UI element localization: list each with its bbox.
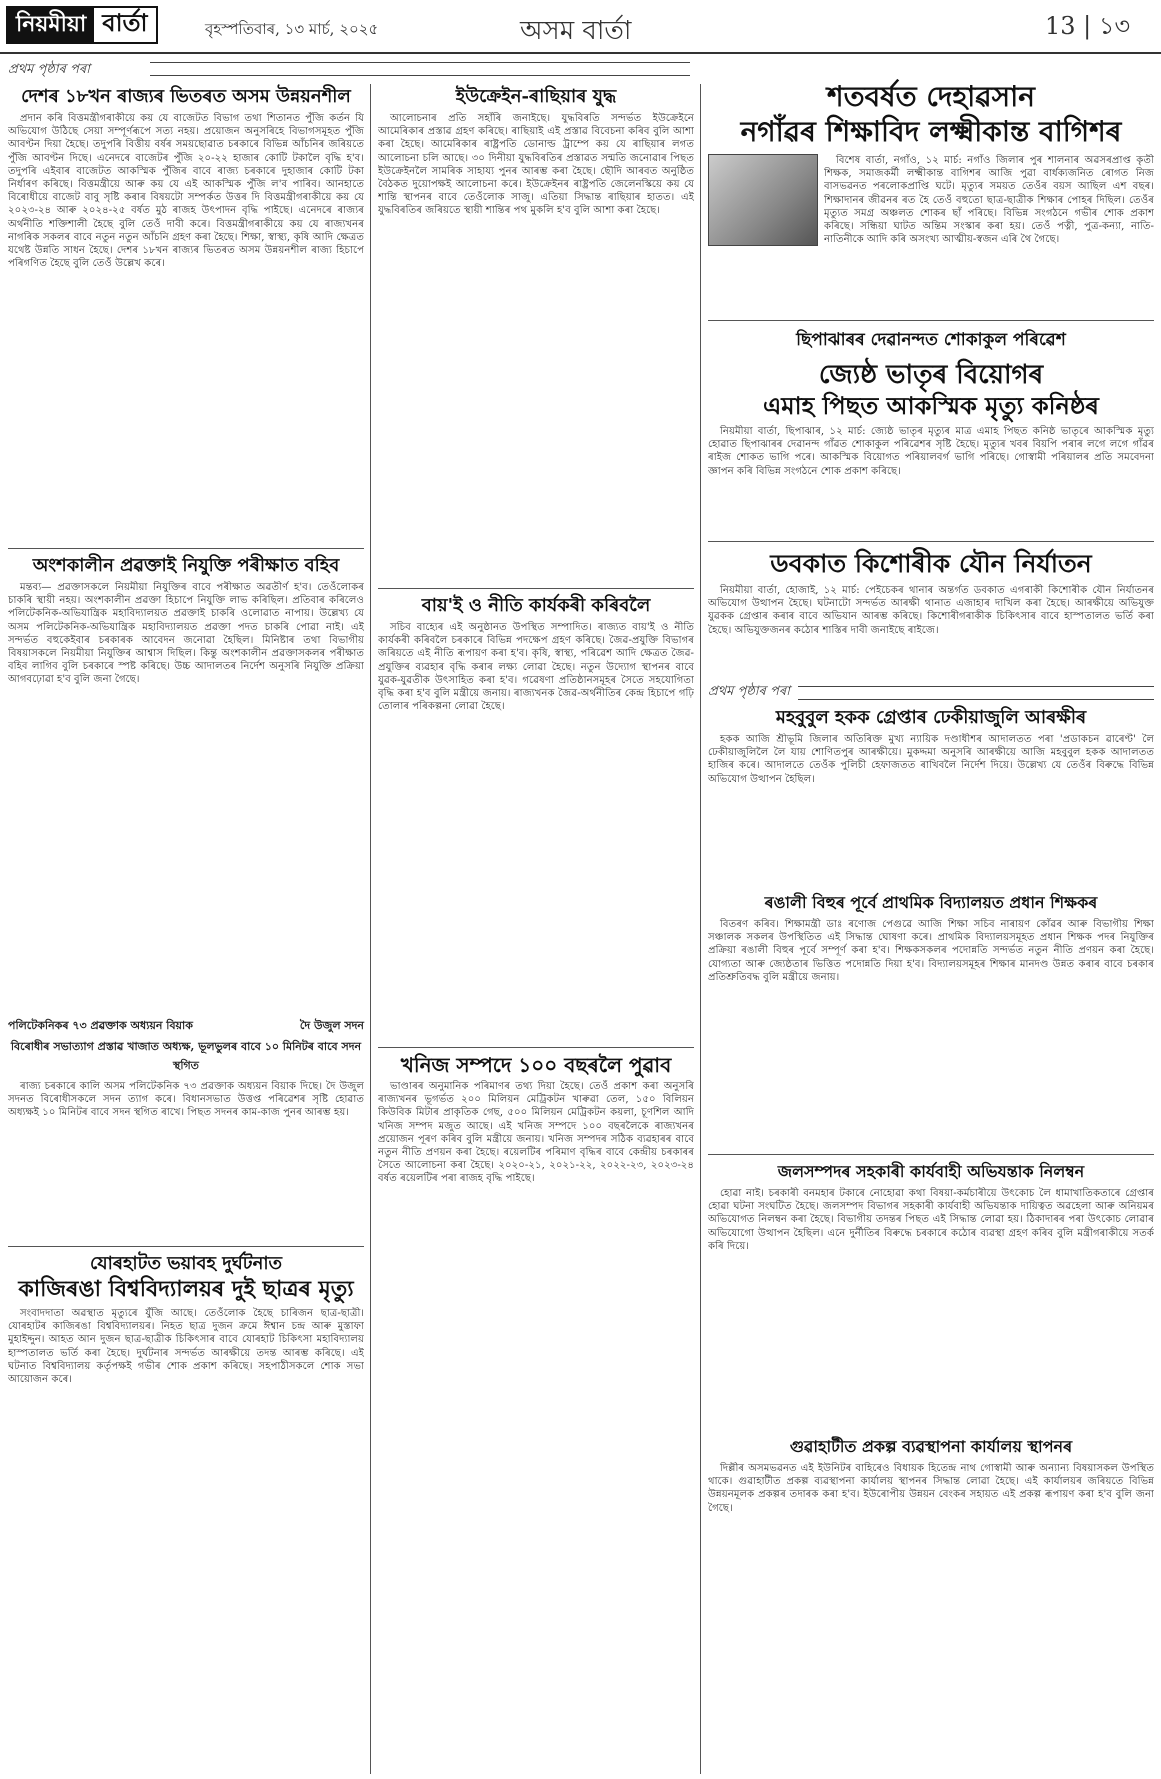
article-body	[708, 584, 1154, 676]
article-title[interactable]: বায়'ই ও নীতি কাৰ্যকৰী কৰিবলৈ	[421, 595, 651, 616]
section-title: অসম বাৰ্তা	[520, 16, 632, 46]
article-text: দিল্লীৰ অসমভৱনত এই ইউনিটৰ বাহিৰেও বিধায়ক হিতেন্দ্ৰ নাথ গোস্বামী আৰু অন্যান্য বিষয়াসকল উপস্থিত থাকে। গুৱাহাটীত প্ৰকল্প ব্যৱস্থাপনা কাৰ্যালয় স্থাপনৰ সিদ্ধান্ত লোৱা হৈছে। এই কাৰ্যালয়ৰ জৰিয়তে বিভিন্ন উন্নয়নমূলক প্ৰকল্পৰ তদাৰক কৰা হ'ব। ইউৰোপীয় উন্নয়ন বেংকৰ সহায়ত এই প্ৰকল্প ৰূপায়ণ কৰা হ'ব বুলি জনা গৈছে।	[708, 1463, 1154, 1514]
article-text: হকক আজি শ্ৰীভূমি জিলাৰ অতিৰিক্ত মুখ্য ন্যায়িক দণ্ডাধীশৰ আদালতত পৰা 'প্ৰডাকচন ৱাৰেণ্ট' লৈ ঢেকীয়াজুলিলৈ লৈ যায় শোণিতপুৰ আৰক্ষীয়ে। মুকদ্দমা অনুসৰি আৰক্ষীয়ে আজি মহবুবুল হকক আদালতত হাজিৰ কৰে। আদালতে তেওঁক পুলিচী হেফাজতত ৰাখিবলৈ নিৰ্দেশ দিয়ে। উল্লেখ্য যে তেওঁৰ বিৰুদ্ধে বিভিন্ন অভিযোগ উত্থাপন হৈছিল।	[708, 734, 1154, 785]
article-subtitle[interactable]: কাজিৰঙা বিশ্ববিদ্যালয়ৰ দুই ছাত্ৰৰ মৃত্যু	[18, 1276, 354, 1302]
issue-date: বৃহস্পতিবাৰ, ১৩ মাৰ্চ, ২০২৫	[205, 20, 379, 38]
article-body	[378, 621, 694, 1041]
masthead	[0, 0, 1161, 62]
divider-ornament	[150, 62, 690, 76]
article-body	[708, 918, 1154, 1148]
article-body	[8, 112, 364, 542]
article-body	[378, 1080, 694, 1640]
article-title[interactable]: দেশৰ ১৮খন ৰাজ্যৰ ভিতৰত অসম উন্নয়নশীল	[21, 86, 351, 107]
headline-line-1[interactable]: শতবৰ্ষত দেহাৱসান	[827, 80, 1035, 113]
article-title[interactable]: মহবুবুল হকক গ্ৰেপ্তাৰ ঢেকীয়াজুলি আৰক্ষীৰ	[775, 707, 1087, 728]
article-title[interactable]: খনিজ সম্পদে ১০০ বছৰলৈ পুৱাব	[400, 1053, 672, 1077]
article-text: আলোচনাৰ প্ৰতি সহাঁৰি জনাইছে। যুদ্ধবিৰতি সন্দৰ্ভত ইউক্ৰেইনে আমেৰিকাৰ প্ৰস্তাৱ গ্ৰহণ কৰিছে। ৰাছিয়াই এই প্ৰস্তাৱ বিবেচনা কৰিব বুলি আশা কৰা হৈছে। আমেৰিকাৰ ৰাষ্ট্ৰপতি ডোনাল্ড ট্ৰাম্পে কয় যে ৰাছিয়াৰ লগত আলোচনা চলি আছে। ৩০ দিনীয়া যুদ্ধবিৰতিৰ প্ৰস্তাৱত সন্মতি জনোৱাৰ পিছত ইউক্ৰেইনলৈ সামৰিক সাহায্য পুনৰ আৰম্ভ কৰা হৈছে। ছৌদি আৰবত অনুষ্ঠিত বৈঠকত দুয়োপক্ষই আলোচনা কৰে। ইউক্ৰেইনৰ ৰাষ্ট্ৰপতি জেলেনস্কিয়ে কয় যে শান্তি স্থাপনৰ বাবে তেওঁলোক সাজু। এতিয়া সিদ্ধান্ত ৰাছিয়াৰ হাতত। এই যুদ্ধবিৰতিৰ জৰিয়তে স্থায়ী শান্তিৰ পথ মুকলি হ'ব বুলি আশা কৰা হৈছে।	[378, 113, 694, 217]
article-body	[8, 581, 364, 1011]
continued-row	[708, 682, 1154, 703]
page-number: 13 | ১৩	[1045, 12, 1131, 40]
article-body	[708, 1187, 1154, 1432]
article-body	[8, 1080, 364, 1240]
article-title[interactable]: যোৰহাটত ভয়াবহ দুৰ্ঘটনাত	[89, 1253, 283, 1274]
column-2	[378, 86, 694, 1640]
article-text: মন্তব্য— প্ৰৱক্তাসকলে নিয়মীয়া নিযুক্তিৰ বাবে পৰীক্ষাত অৱতীৰ্ণ হ'ব। তেওঁলোকৰ চাকৰি স্থায়ী নহয়। অংশকালীন প্ৰৱক্তা হিচাপে নিযুক্তি লাভ কৰিছিল। প্ৰতিবাৰ কৰিলেও পলিটেকনিক-অভিযান্ত্ৰিক মহাবিদ্যালয়ত প্ৰৱক্তাই চাকৰি ওলোৱাত নাপায়। উল্লেখ্য যে অসম পলিটেকনিক-অভিযান্ত্ৰিক মহাবিদ্যালয়ত প্ৰৱক্তা পদত চাকৰি পোৱা নাই। এই সন্দৰ্ভত বহুকেইবাৰ চৰকাৰক আবেদন জনোৱা হৈছিল। মিনিষ্টাৰ তথা বিভাগীয় বিষয়াসকলে নিয়মীয়া নিযুক্তিৰ আশ্বাস দিছিল। কিন্তু অংশকালীন প্ৰৱক্তাসকলৰ পৰীক্ষাত বহিব লাগিব বুলি চৰকাৰে স্পষ্ট কৰিছে। উচ্চ আদালতৰ নিৰ্দেশ অনুসৰি নিযুক্তি প্ৰক্ৰিয়া আগবঢ়োৱা হ'ব বুলি জনা গৈছে।	[8, 582, 364, 686]
logo-part-1: নিয়মীয়া	[8, 8, 94, 42]
article-title[interactable]: গুৱাহাটীত প্ৰকল্প ব্যৱস্থাপনা কাৰ্যালয় স্থাপনৰ	[789, 1437, 1073, 1456]
divider	[378, 1047, 694, 1048]
article-text: হোৱা নাই। চৰকাৰী বনমহাৰ টকাৰে নোহোৱা কথা বিষয়া-কৰ্মচাৰীয়ে উৎকোচ লৈ ধামাখাতিকতাৰে গ্ৰেপ্তাৰ হোৱা ঘটনা সংঘটিত হৈছে। জলসম্পদ বিভাগৰ সহকাৰী কাৰ্যবাহী অভিযন্তাক দায়িত্বত অৱহেলা আৰু অনিয়মৰ অভিযোগত নিলম্বন কৰা হৈছে। বিভাগীয় তদন্তৰ পিছত এই সিদ্ধান্ত লোৱা হয়। ঠিকাদাৰৰ পৰা উৎকোচ লোৱাৰ অভিযোগো উত্থাপন হৈছিল। এনে দুৰ্নীতিৰ বিৰুদ্ধে চৰকাৰে কঠোৰ ব্যৱস্থা গ্ৰহণ কৰিব বুলি মন্ত্ৰীগৰাকীয়ে সতৰ্ক কৰি দিয়ে।	[708, 1188, 1154, 1252]
column-1	[8, 86, 364, 1552]
divider	[708, 541, 1154, 542]
logo-part-2: বাৰ্তা	[94, 8, 155, 42]
column-3	[708, 80, 1154, 1562]
article-title[interactable]: জলসম্পদৰ সহকাৰী কাৰ্যবাহী অভিযন্তাক নিলম্বন	[777, 1162, 1085, 1181]
article-title[interactable]: ডবকাত কিশোৰীক যৌন নিৰ্যাতন	[770, 549, 1092, 578]
divider	[708, 1154, 1154, 1155]
divider	[8, 548, 364, 549]
portrait-photo	[708, 154, 818, 246]
article-text: নিয়মীয়া বাৰ্তা, হোজাই, ১২ মাৰ্চ: পেইচেকৰ থানাৰ অন্তৰ্গত ডবকাত এগৰাকী কিশোৰীক যৌন নিৰ্যাতনৰ অভিযোগ উত্থাপন হৈছে। ঘটনাটো সন্দৰ্ভত আৰক্ষী থানাত এজাহাৰ দাখিল কৰা হৈছে। আৰক্ষীয়ে অভিযুক্ত যুৱকক গ্ৰেপ্তাৰ কৰাৰ বাবে অভিযান আৰম্ভ কৰিছে। কিশোৰীগৰাকীক চিকিৎসাৰ বাবে হাস্পতালত ভৰ্তি কৰা হৈছে। অভিযুক্তজনৰ কঠোৰ শাস্তিৰ দাবী জনাইছে ৰাইজে।	[708, 585, 1154, 636]
column-rule	[700, 84, 701, 1774]
sub-headline	[8, 1017, 364, 1036]
kicker: ছিপাঝাৰৰ দেৱানন্দত শোকাকুল পৰিৱেশ	[796, 330, 1066, 350]
article-body	[708, 425, 1154, 535]
article-text: ৰাজ্য চৰকাৰে কালি অসম পলিটেকনিক ৭৩ প্ৰৱক্তাক অধ্যয়ন বিয়াক দিছে। দৈ উজুল সদনত বিৰোধীসকলে সদন ত্যাগ কৰে। বিধানসভাত উত্তপ্ত পৰিৱেশৰ সৃষ্টি হোৱাত অধ্যক্ষই ১০ মিনিটৰ বাবে সদন স্থগিত ৰাখে। পিছত সদনৰ কাম-কাজ পুনৰ আৰম্ভ হয়।	[8, 1081, 364, 1119]
article-text: প্ৰদান কৰি বিত্তমন্ত্ৰীগৰাকীয়ে কয় যে বাজেটত বিভাগ তথা শিতানত পুঁজি কৰ্তন যি অভিযোগ উঠিছে সেয়া সম্পূৰ্ণৰূপে সত্য নহয়। প্ৰয়োজন অনুসৰিহে বিভাগসমূহত পুঁজি আবণ্টন দিয়া হৈছে। তদুপৰি বিত্তীয় বৰ্ষৰ সময়ছোৱাত চৰকাৰে বিভিন্ন আঁচনিৰ জৰিয়তে পুঁজি আবণ্টন দিছে। এনেদৰে বাজেটৰ পুঁজি ২০-২২ হাজাৰ কোটি টকালৈ বৃদ্ধি হ'ব। তদুপৰি এইবাৰ বাজেটত আকস্মিক পুঁজিৰ বাবে ৰাজ্য চৰকাৰে দুহাজাৰ কোটি টকা নিৰ্ধাৰণ কৰিছে। বিত্তমন্ত্ৰীয়ে আৰু কয় যে এই আকস্মিক পুঁজি ল'ব পাৰিব। আনহাতে বিৰোধীয়ে বাজেট বাবু সৃষ্টি কৰাৰ বিষয়টো সম্পৰ্কত উত্তৰ দি বিত্তমন্ত্ৰীগৰাকীয়ে কয় যে ২০২৩-২৪ আৰু ২০২৪-২৫ বৰ্ষত মুঠ ৰাজহ উৎপাদন বৃদ্ধি পাইছে। এনেদৰে ৰাজ্যৰ অৰ্থনীতি শক্তিশালী হৈছে বুলি তেওঁ দাবী কৰে। বিত্তমন্ত্ৰীগৰাকীয়ে কয় যে ৰাজ্যখনৰ নাগৰিক সকলৰ বাবে নতুন নতুন আঁচনি গ্ৰহণ কৰা হৈছে। শিক্ষা, স্বাস্থ্য, কৃষি আদি ক্ষেত্ৰত যথেষ্ট উন্নতি সাধন হৈছে। দেশৰ ১৮খন ৰাজ্যৰ ভিতৰত অসম উন্নয়নশীল ৰাজ্য হিচাপে পৰিগণিত হৈছে বুলি তেওঁ উল্লেখ কৰে।	[8, 113, 364, 270]
headline-line-1[interactable]: জ্যেষ্ঠ ভাতৃৰ বিয়োগৰ	[818, 360, 1044, 390]
sub-head-left: পলিটেকনিকৰ ৭৩ প্ৰৱক্তাক অধ্যয়ন বিয়াক	[8, 1019, 193, 1032]
masthead-rule	[0, 52, 1161, 54]
article-text: বিতৰণ কৰিব। শিক্ষামন্ত্ৰী ডাঃ ৰণোজ পেগুৱে আজি শিক্ষা সচিব নাৰায়ণ কোঁৱৰ আৰু বিভাগীয় শিক্ষা সঞ্চালক সকলৰ উপস্থিতিত এই সিদ্ধান্ত ঘোষণা কৰে। প্ৰাথমিক বিদ্যালয়সমূহত প্ৰধান শিক্ষক পদৰ নিযুক্তিৰ প্ৰক্ৰিয়া ৰঙালী বিহুৰ পূৰ্বে সম্পূৰ্ণ কৰা হ'ব। শিক্ষকসকলৰ পদোন্নতি সন্দৰ্ভত নতুন নীতি প্ৰণয়ন কৰা হৈছে। যোগ্যতা আৰু জ্যেষ্ঠতাৰ ভিত্তিত পদোন্নতি দিয়া হ'ব। বিদ্যালয়সমূহৰ শিক্ষাৰ মানদণ্ড উন্নত কৰাৰ বাবে চৰকাৰ প্ৰতিশ্ৰুতিবদ্ধ বুলি মন্ত্ৰীয়ে জনায়।	[708, 919, 1154, 983]
article-text: সচিব বাহ্যেৰ এই অনুষ্ঠানত উপস্থিত সম্পাদিত। ৰাজ্যত বায়'ই ও নীতি কাৰ্যকৰী কৰিবলৈ চৰকাৰে বিভিন্ন পদক্ষেপ গ্ৰহণ কৰিছে। জৈৱ-প্ৰযুক্তি বিভাগৰ জৰিয়তে এই নীতি ৰূপায়ণ কৰা হ'ব। কৃষি, স্বাস্থ্য, পৰিৱেশ আদি ক্ষেত্ৰত জৈৱ-প্ৰযুক্তিৰ ব্যৱহাৰ বৃদ্ধি কৰাৰ লক্ষ্য লোৱা হৈছে। নতুন উদ্যোগ স্থাপনৰ বাবে যুৱক-যুৱতীক উৎসাহিত কৰা হ'ব। গৱেষণা প্ৰতিষ্ঠানসমূহৰ সৈতে সহযোগিতা বৃদ্ধি কৰা হ'ব বুলি মন্ত্ৰীয়ে জনায়। ৰাজ্যখনক জৈৱ-অৰ্থনীতিৰ কেন্দ্ৰ হিচাপে গঢ়ি তোলাৰ পৰিকল্পনা লোৱা হৈছে।	[378, 622, 694, 713]
sub-head-line: বিৰোধীৰ সভাত্যাগ প্ৰস্তাৱ খাজাত অধ্যক্ষ, ভূলভুলৰ বাবে ১০ মিনিটৰ বাবে সদন স্থগিত	[10, 1040, 362, 1072]
divider	[8, 1246, 364, 1247]
article-title[interactable]: ইউক্ৰেইন-ৰাছিয়াৰ যুদ্ধ	[455, 86, 617, 107]
divider-ornament	[798, 686, 1154, 700]
headline-line-2[interactable]: এমাহ পিছত আকস্মিক মৃত্যু কনিষ্ঠৰ	[763, 391, 1099, 420]
article-title[interactable]: ৰঙালী বিহুৰ পূৰ্বে প্ৰাথমিক বিদ্যালয়ত প্ৰধান শিক্ষকৰ	[764, 893, 1098, 912]
sub-head-right: দৈ উজুল সদন	[299, 1019, 364, 1032]
article-body	[708, 1462, 1154, 1562]
newspaper-logo[interactable]	[6, 6, 158, 44]
article-text: সংবাদদাতা অৱস্থাত মৃত্যুৰে যুঁজি আছে। তেওঁলোক হৈছে চাৰিজন ছাত্ৰ-ছাত্ৰী। যোৰহাটৰ কাজিৰঙা বিশ্ববিদ্যালয়ৰ। নিহত ছাত্ৰ দুজন ক্ৰমে ঈশ্বান চন্দ্ৰ আৰু মুস্তাফা মুহাইদ্দুন। আহত আন দুজন ছাত্ৰ-ছাত্ৰীক চিকিৎসাৰ বাবে যোৰহাট চিকিৎসা মহাবিদ্যালয় হাস্পতালত ভৰ্তি কৰা হৈছে। দুৰ্ঘটনাৰ সন্দৰ্ভত আৰক্ষীয়ে তদন্ত আৰম্ভ কৰিছে। এই ঘটনাত বিশ্ববিদ্যালয় কৰ্তৃপক্ষই গভীৰ শোক প্ৰকাশ কৰিছে। সহপাঠীসকলে শোক সভা আয়োজন কৰে।	[8, 1308, 364, 1386]
article-text: ভাণ্ডাৰৰ অনুমানিক পৰিমাণৰ তথ্য দিয়া হৈছে। তেওঁ প্ৰকাশ কৰা অনুসৰি ৰাজ্যখনৰ ভূগৰ্ভত ২০০ মিলিয়ন মেট্ৰিকটন খাৰুৱা তেল, ১৫০ বিলিয়ন কিউবিক মিটাৰ প্ৰাকৃতিক গেছ, ৫০০ মিলিয়ন মেট্ৰিকটন কয়লা, চূণশিল আদি খনিজ সম্পদ মজুত আছে। এই খনিজ সম্পদে ১০০ বছৰলৈকে ৰাজ্যখনৰ প্ৰয়োজন পূৰণ কৰিব বুলি মন্ত্ৰীয়ে জনায়। খনিজ সম্পদৰ সঠিক ব্যৱহাৰৰ বাবে নতুন নীতি প্ৰণয়ন কৰা হৈছে। ৰয়েলটিৰ পৰিমাণ বৃদ্ধিৰ বাবে কেন্দ্ৰীয় চৰকাৰৰ সৈতে আলোচনা কৰা হৈছে। ২০২০-২১, ২০২১-২২, ২০২২-২৩, ২০২৩-২৪ বৰ্ষত ৰয়েলটিৰ পৰা ৰাজহ বৃদ্ধি পাইছে।	[378, 1081, 694, 1185]
article-text: বিশেষ বাৰ্তা, নগাঁও, ১২ মাৰ্চ: নগাঁও জিলাৰ পুৰ শালনাৰ অৱসৰপ্ৰাপ্ত কৃতী শিক্ষক, সমাজকৰ্মী লক্ষ্মীকান্ত বাগিশৰ আজি পুৱা বাৰ্ধক্যজনিত ৰোগত নিজ বাসভৱনত পৰলোকপ্ৰাপ্তি ঘটে। মৃত্যুৰ সময়ত তেওঁৰ বয়স আছিল এশ বছৰ। শিক্ষাদানৰ জীৱনৰ ৰত হৈ তেওঁ বহুতো ছাত্ৰ-ছাত্ৰীক শিক্ষাৰ পোহৰ দিছিল। তেওঁৰ মৃত্যুত সমগ্ৰ অঞ্চলত শোকৰ ছাঁ পৰিছে। বিভিন্ন সংগঠনে গভীৰ শোক প্ৰকাশ কৰিছে। সন্ধিয়া ঘাটত অন্তিম সংস্কাৰ কৰা হয়। তেওঁ পত্নী, পুত্ৰ-কন্যা, নাতি-নাতিনীকে আদি কৰি অসংখ্য আত্মীয়-স্বজন এৰি থৈ গৈছে।	[824, 155, 1154, 246]
divider	[708, 320, 1154, 321]
article-body	[378, 112, 694, 582]
article-text: নিয়মীয়া বাৰ্তা, ছিপাঝাৰ, ১২ মাৰ্চ: জ্যেষ্ঠ ভাতৃৰ মৃত্যুৰ মাত্ৰ এমাহ পিছত কনিষ্ঠ ভাতৃৰে আকস্মিক মৃত্যু হোৱাত ছিপাঝাৰৰ দেৱানন্দ গাঁৱত শোকাকুল পৰিৱেশৰ সৃষ্টি হৈছে। মৃত্যুৰ খবৰ বিয়পি পৰাৰ লগে লগে গাঁৱৰ ৰাইজ শোকত ভাগি পৰে। আকস্মিক বিয়োগত পৰিয়ালবৰ্গ ভাগি পৰিছে। গোস্বামী পৰিয়ালৰ প্ৰতি সমবেদনা জ্ঞাপন কৰি বিভিন্ন সংগঠনে শোক প্ৰকাশ কৰিছে।	[708, 426, 1154, 477]
article-body	[708, 733, 1154, 888]
column-rule	[370, 84, 371, 1774]
divider	[378, 588, 694, 589]
continued-label: প্ৰথম পৃষ্ঠাৰ পৰা	[708, 684, 790, 699]
continued-label: প্ৰথম পৃষ্ঠাৰ পৰা	[8, 62, 90, 77]
article-body	[8, 1307, 364, 1552]
article-body	[824, 154, 1154, 314]
headline-line-2[interactable]: নগাঁৱৰ শিক্ষাবিদ লক্ষ্মীকান্ত বাগিশৰ	[740, 115, 1122, 148]
article-with-photo	[708, 154, 1154, 314]
article-title[interactable]: অংশকালীন প্ৰৱক্তাই নিযুক্তি পৰীক্ষাত বহিব	[32, 555, 340, 576]
